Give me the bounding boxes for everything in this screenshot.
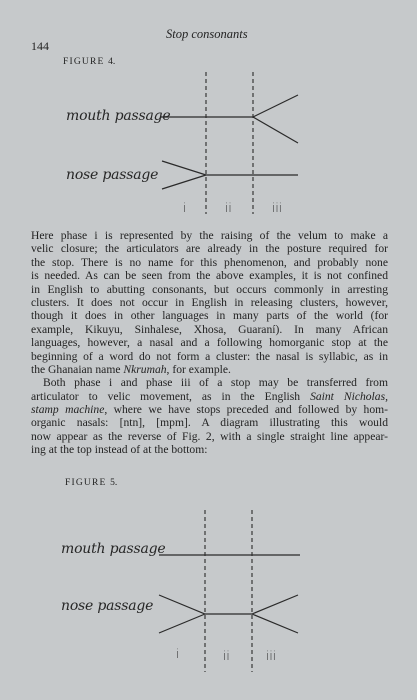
paragraph-2-italic-example: Saint Nicholas, xyxy=(310,389,388,403)
fig4-mouth-passage-label: mouth passage xyxy=(66,108,171,124)
fig4-nose-passage-line xyxy=(162,161,298,189)
fig4-phase-ii-label: ii xyxy=(225,201,232,215)
paragraph-1-line: clusters. It does not occur in English in releasing clusters, however, xyxy=(31,295,388,309)
paragraph-2-line-2-prefix: articulator to velic movement, as in the English xyxy=(31,389,311,403)
paragraph-1-line: example, Kikuyu, Sinhalese, Xhosa, Guaraní). In many African xyxy=(31,322,388,336)
paragraph-2-line: now appear as the reverse of Fig. 2, with a single straight line appear- xyxy=(31,429,388,443)
chapter-title: Stop consonants xyxy=(166,27,248,41)
paragraph-1-line: in English to abutting consonants, but occurs commonly in arresting xyxy=(31,282,388,296)
fig5-nose-passage-label: nose passage xyxy=(61,598,154,614)
paragraph-1-last-line-prefix: the Ghanaian name xyxy=(31,362,124,376)
fig5-phase-iii-label: iii xyxy=(266,649,277,663)
body-text xyxy=(31,229,388,457)
figure-4-label-word: FIGURE xyxy=(63,57,105,67)
paragraph-2-line: Both phase i and phase iii of a stop may be transferred from xyxy=(43,376,388,390)
fig4-phase-i-label: i xyxy=(183,201,187,215)
fig5-phase-i-label: i xyxy=(176,647,180,661)
paragraph-2-line: organic nasals: [ntn], [mpm]. A diagram illustrating this would xyxy=(31,416,388,430)
paragraph-2-line: ing at the top instead of at the bottom: xyxy=(31,443,208,457)
paragraph-1-line: beginning of a word do not form a cluster: the nasal is syllabic, as in xyxy=(31,349,388,363)
fig4-phase-iii-label: iii xyxy=(272,201,283,215)
figure-4-svg xyxy=(0,64,417,220)
paragraph-1-line: though it does in other languages in many parts of the world (for xyxy=(31,309,388,323)
paragraph-2-line xyxy=(31,390,388,403)
figure-5-svg xyxy=(0,500,417,680)
figure-5-number: 5. xyxy=(110,478,118,488)
paragraph-1-line: is needed. As can be seen from the above examples, it is not confined xyxy=(31,269,388,283)
running-head xyxy=(0,27,417,53)
fig4-mouth-passage-line xyxy=(160,95,298,143)
figure-5-label-word: FIGURE xyxy=(65,478,107,488)
fig5-phase-ii-label: ii xyxy=(223,649,230,663)
paragraph-2-line-3-suffix: , where we have stops preceded and followed by hom- xyxy=(104,403,388,417)
paragraph-1-last-line-suffix: , for example. xyxy=(166,362,231,376)
paragraph-1-line: languages, however, a nasal and a following homorganic stop at the xyxy=(31,336,388,350)
paragraph-1-line: the stop. There is no name for this phenomenon, and probably none xyxy=(31,255,388,269)
paragraph-1-last-line xyxy=(31,363,388,376)
fig5-mouth-passage-label: mouth passage xyxy=(61,541,166,557)
paragraph-1-italic-name: Nkrumah xyxy=(123,362,167,376)
figure-5-caption xyxy=(65,478,117,488)
figure-4-diagram xyxy=(0,64,417,220)
paragraph-2-italic-example: stamp machine xyxy=(31,403,105,417)
paragraph-1-line: Here phase i is represented by the raising of the velum to make a xyxy=(31,229,388,242)
paragraph-1-line: velic closure; the articulators are already in the posture required for xyxy=(31,242,388,256)
figure-4-number: 4. xyxy=(108,57,116,67)
fig4-nose-passage-label: nose passage xyxy=(66,167,159,183)
paragraph-2-line xyxy=(31,403,388,416)
figure-5-diagram xyxy=(0,500,417,680)
page-number: 144 xyxy=(31,39,49,53)
fig5-nose-passage-line xyxy=(159,595,298,633)
